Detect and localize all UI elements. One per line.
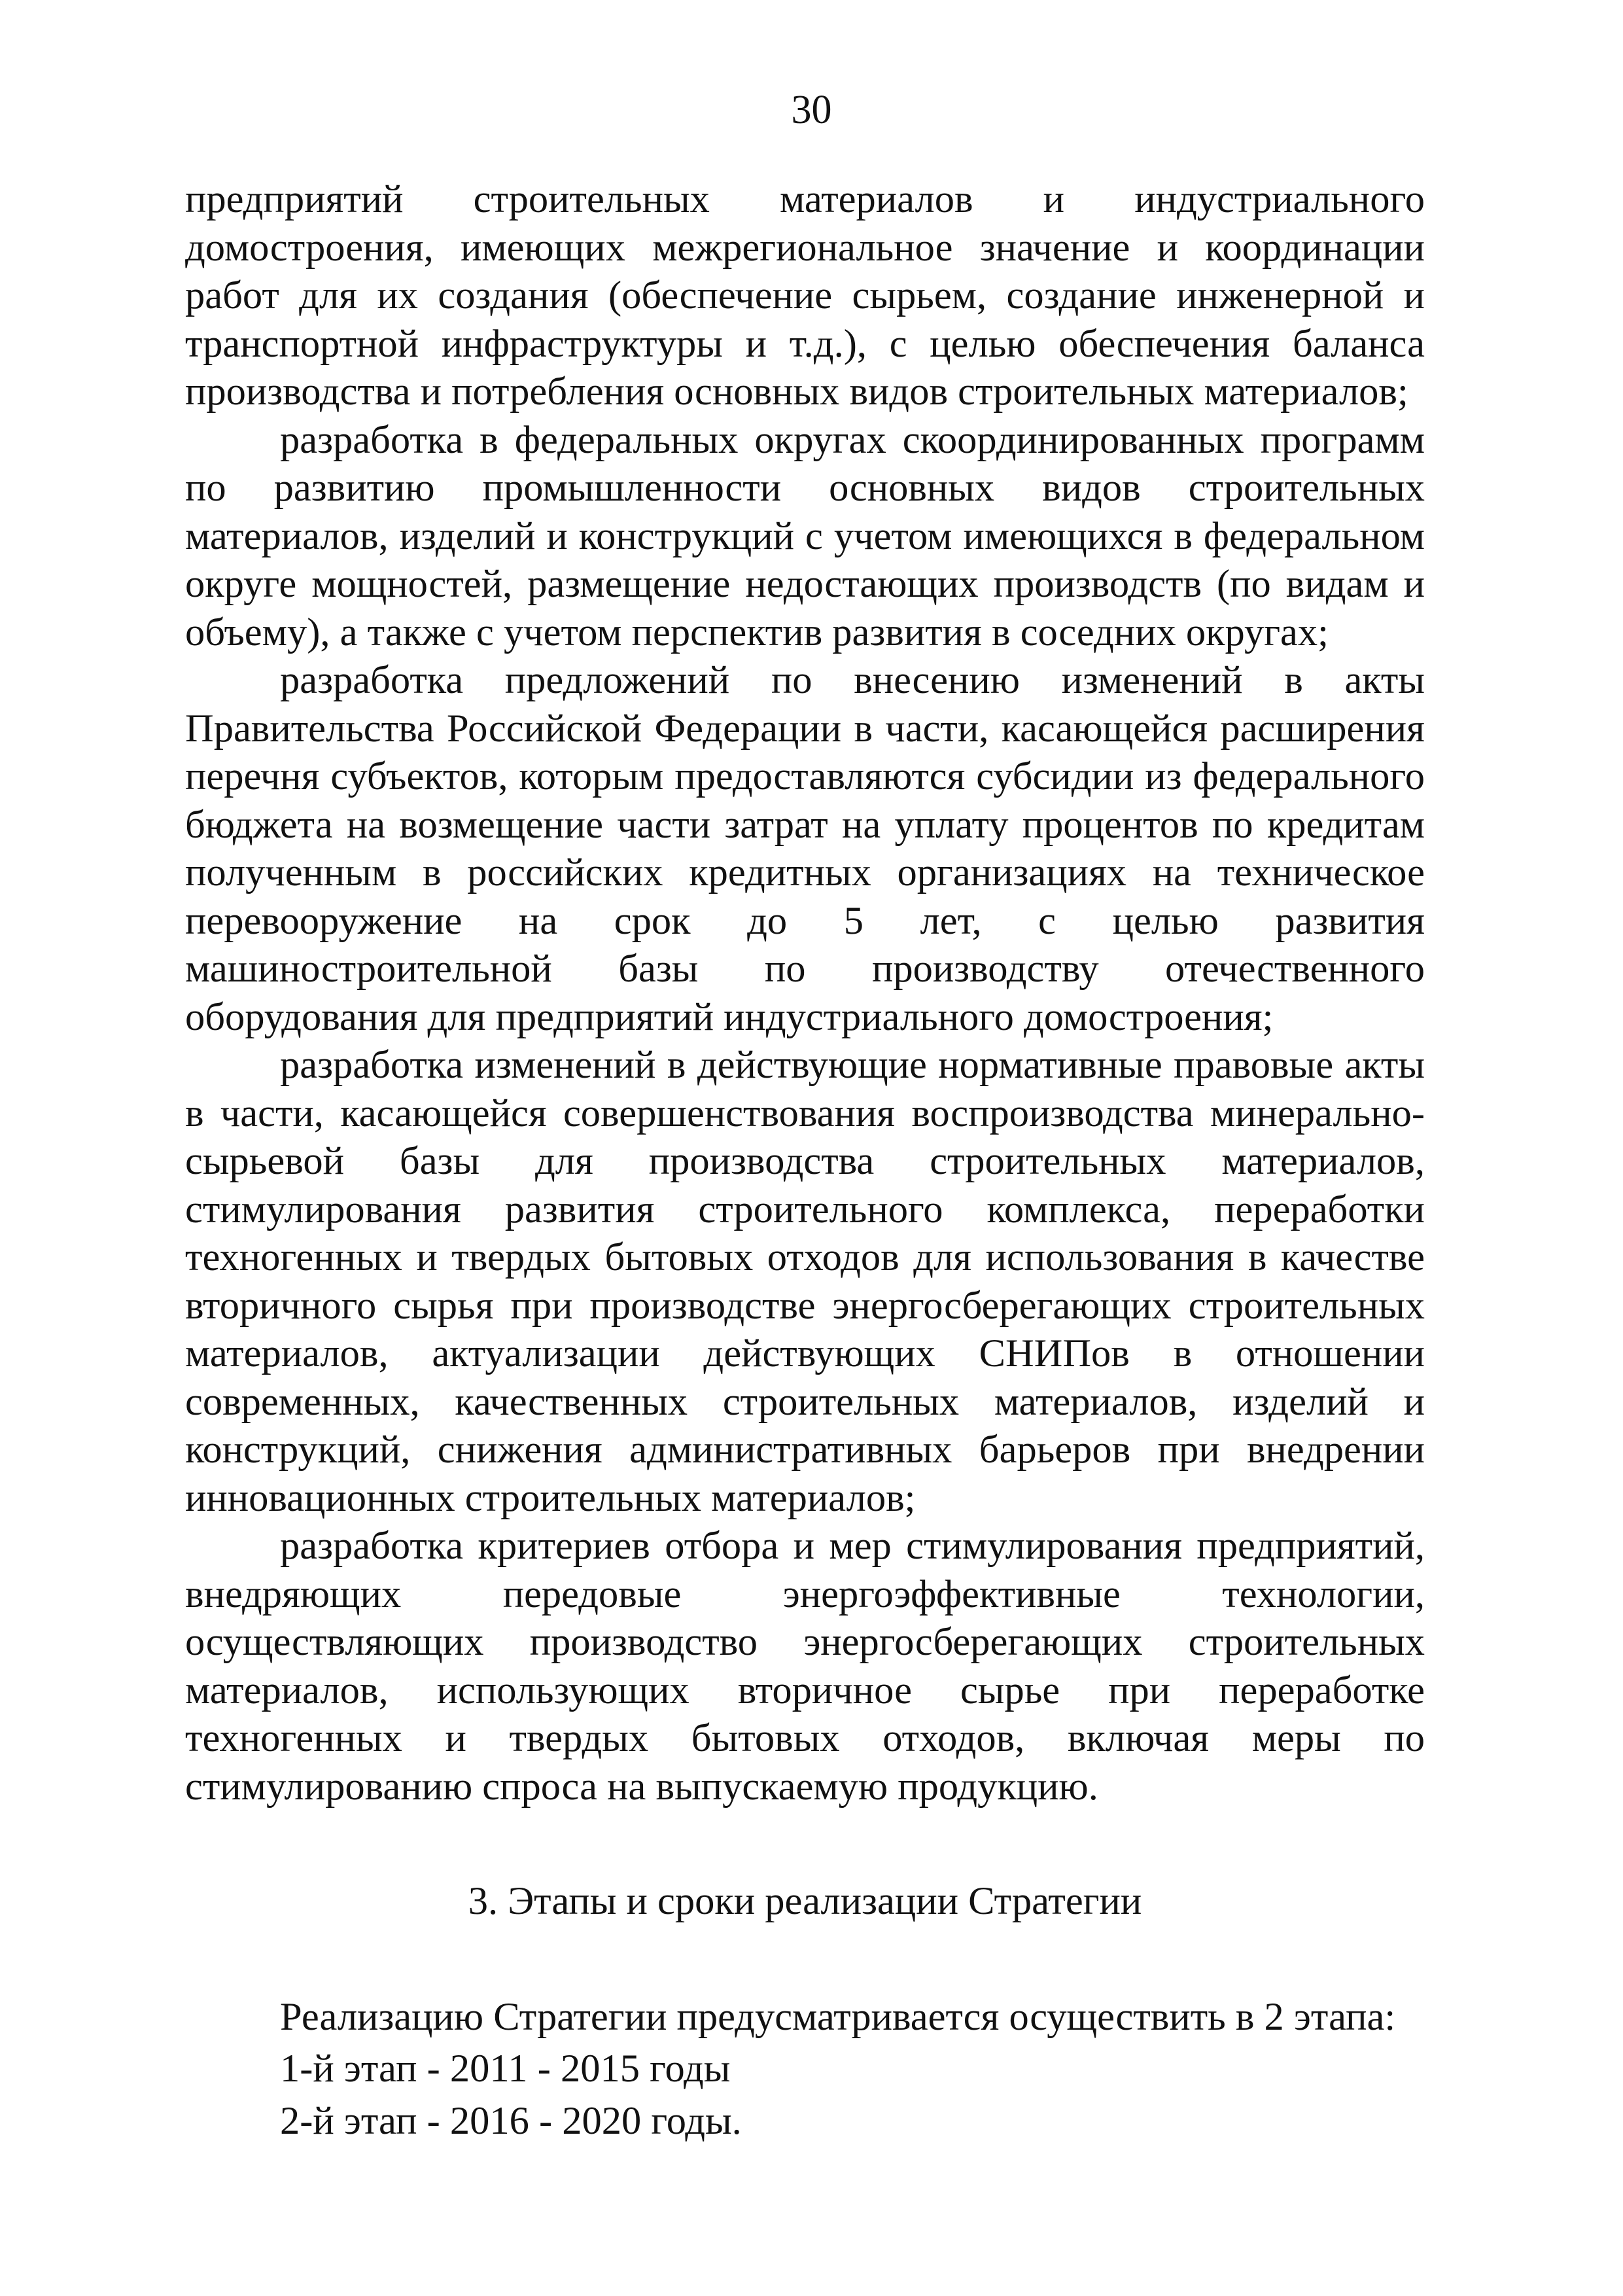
section-heading: 3. Этапы и сроки реализации Стратегии — [468, 1879, 1142, 1923]
stage-2: 2-й этап - 2016 - 2020 годы. — [280, 2098, 742, 2143]
stage-1: 1-й этап - 2011 - 2015 годы — [280, 2047, 731, 2091]
paragraph-selection-criteria: разработка критериев отбора и мер стимулирования предприятий, внедряющих передовые энергоэффективные технологии, осуществляющих производство энергосберегающих строительных материалов, использующих вторичное сырье при переработке техногенных и твердых бытовых отходов, включая меры по стимулированию спроса на выпускаемую продукцию. — [185, 1524, 1425, 1809]
paragraph-subsidies-proposal: разработка предложений по внесению изменений в акты Правительства Российской Федерации в части, касающейся расширения перечня субъектов, которым предоставляются субсидии из федерального бюджета на возмещение части затрат на уплату процентов по кредитам полученным в российских кредитных организациях на техническое перевооружение на срок до 5 лет, с целью развития машиностроительной базы по производству отечественного оборудования для предприятий индустриального домостроения; — [185, 658, 1425, 1039]
stages-intro: Реализацию Стратегии предусматривается осуществить в 2 этапа: — [280, 1994, 1396, 2039]
page-number: 30 — [791, 88, 832, 132]
paragraph-federal-programs: разработка в федеральных округах скоординированных программ по развитию промышленности основных видов строительных материалов, изделий и конструкций с учетом имеющихся в федеральном округе мощностей, размещение недостающих производств (по видам и объему), а также с учетом перспектив развития в соседних округах; — [185, 417, 1425, 654]
paragraph-continuation: предприятий строительных материалов и индустриального домостроения, имеющих межрегиональное значение и координации работ для их создания (обеспечение сырьем, создание инженерной и транспортной инфраструктуры и т.д.), с целью обеспечения баланса производства и потребления основных видов строительных материалов; — [185, 177, 1425, 414]
paragraph-regulatory-changes: разработка изменений в действующие нормативные правовые акты в части, касающейся совершенствования воспроизводства минерально-сырьевой базы для производства строительных материалов, стимулирования развития строительного комплекса, переработки техногенных и твердых бытовых отходов для использования в качестве вторичного сырья при производстве энергосберегающих строительных материалов, актуализации действующих СНИПов в отношении современных, качественных строительных материалов, изделий и конструкций, снижения административных барьеров при внедрении инновационных строительных материалов; — [185, 1043, 1425, 1520]
document-body — [185, 175, 1425, 2145]
